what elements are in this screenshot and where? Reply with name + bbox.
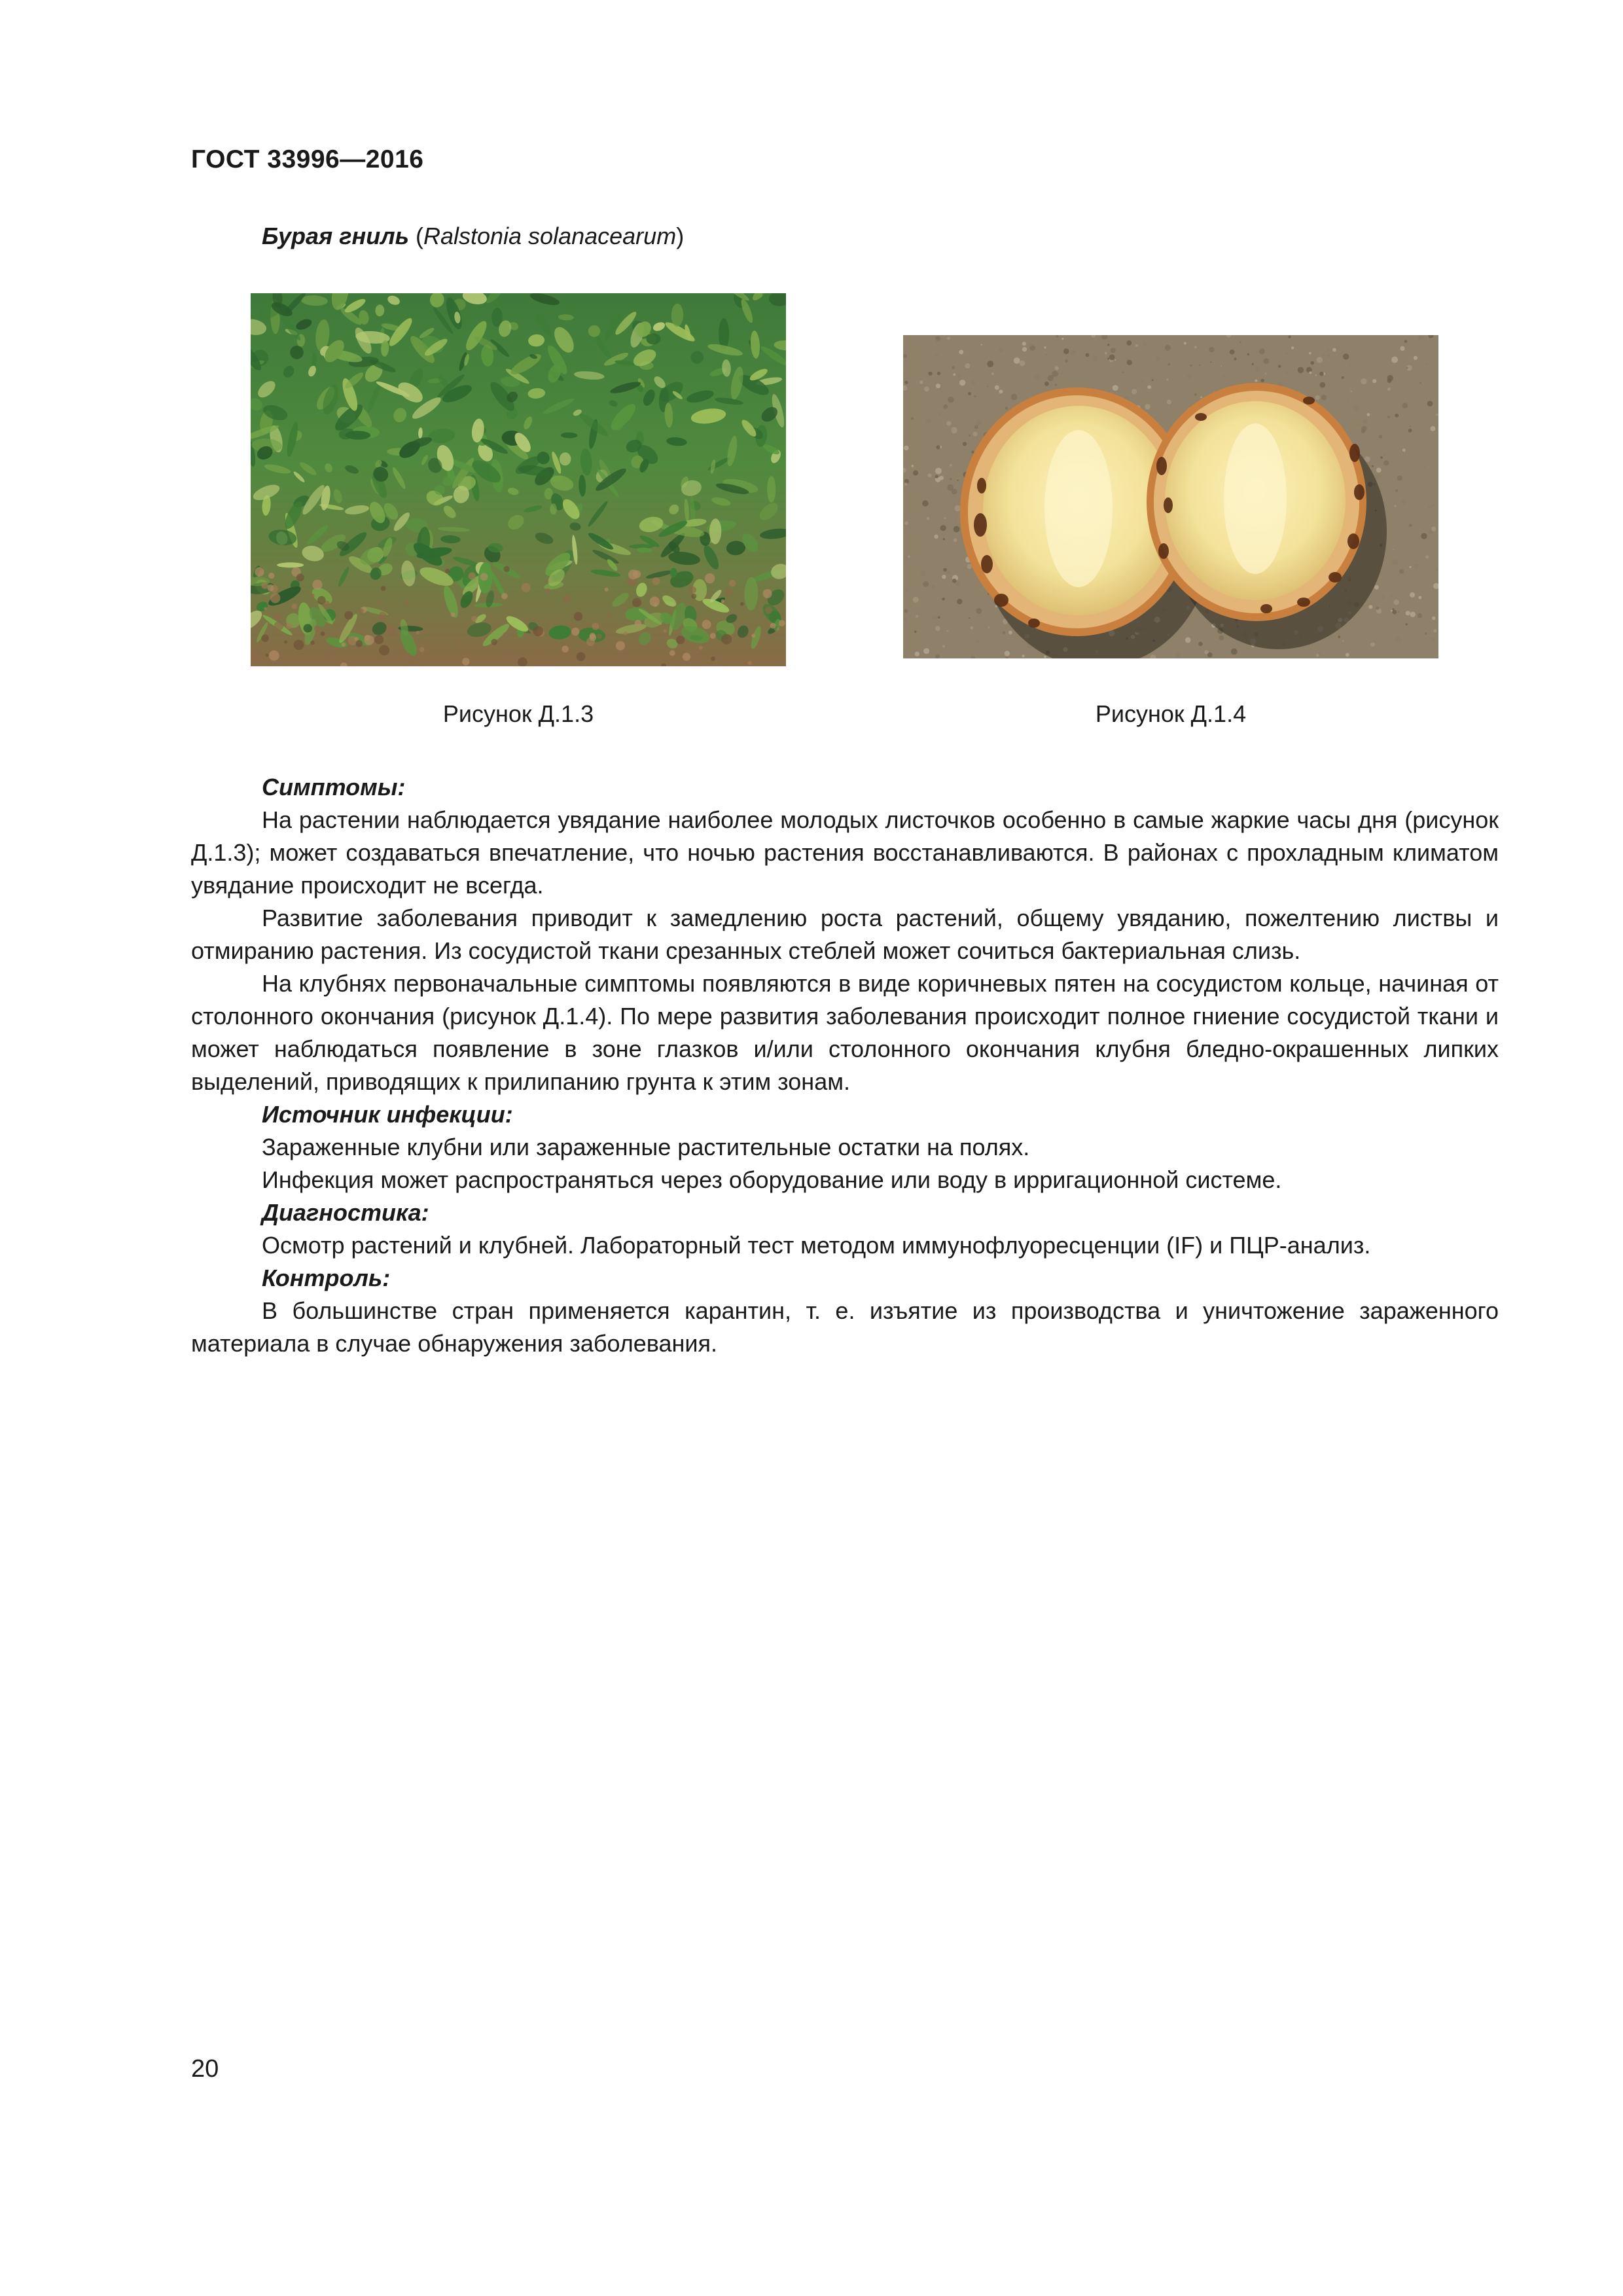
document-header: ГОСТ 33996—2016 xyxy=(191,145,424,173)
paragraph: На клубнях первоначальные симптомы появляются в виде коричневых пятен на сосудистом кольце, начиная от столонного окончания (рисунок Д.1.4). По мере развития заболевания происходит полное гниение сосудистой ткани и может наблюдаться появление в зоне глазков и/или столонного окончания клубня бледно-окрашенных липких выделений, приводящих к прилипанию грунта к этим зонам. xyxy=(191,970,1499,1095)
paragraph: На растении наблюдается увядание наиболее молодых листочков особенно в самые жаркие часы дня (рисунок Д.1.3); может создаваться впечатление, что ночью растения восстанавливаются. В районах с прохладным климатом увядание происходит не всегда. xyxy=(191,806,1499,899)
figure-caption: Рисунок Д.1.3 xyxy=(442,700,594,727)
disease-name: Бурая гниль xyxy=(262,223,409,249)
paren-open: ( xyxy=(408,223,423,249)
page-number: 20 xyxy=(191,2055,219,2083)
symptoms-heading: Симптомы: xyxy=(262,774,406,800)
paragraph: В большинстве стран применяется карантин, т. е. изъятие из производства и уничтожение зараженного материала в случае обнаружения заболевания. xyxy=(191,1297,1499,1357)
paren-close: ) xyxy=(676,223,685,249)
latin-name: Ralstonia solanacearum xyxy=(423,223,677,249)
wilting-plants-photo xyxy=(251,293,786,666)
cut-tuber-photo xyxy=(903,335,1438,658)
control-heading: Контроль: xyxy=(262,1265,391,1291)
paragraph: Зараженные клубни или зараженные растительные остатки на полях. xyxy=(262,1134,1030,1160)
document-body xyxy=(191,771,1499,1360)
diagnostics-heading: Диагностика: xyxy=(262,1199,429,1226)
section-title xyxy=(262,223,684,250)
paragraph: Инфекция может распространяться через оборудование или воду в ирригационной системе. xyxy=(262,1166,1282,1193)
paragraph: Развитие заболевания приводит к замедлению роста растений, общему увяданию, пожелтению листвы и отмиранию растения. Из сосудистой ткани срезанных стеблей может сочиться бактериальная слизь. xyxy=(191,905,1499,964)
paragraph: Осмотр растений и клубней. Лабораторный тест методом иммунофлуоресценции (IF) и ПЦР-анализ. xyxy=(262,1232,1371,1259)
figure-caption: Рисунок Д.1.4 xyxy=(1095,700,1247,727)
infection-source-heading: Источник инфекции: xyxy=(262,1101,513,1128)
